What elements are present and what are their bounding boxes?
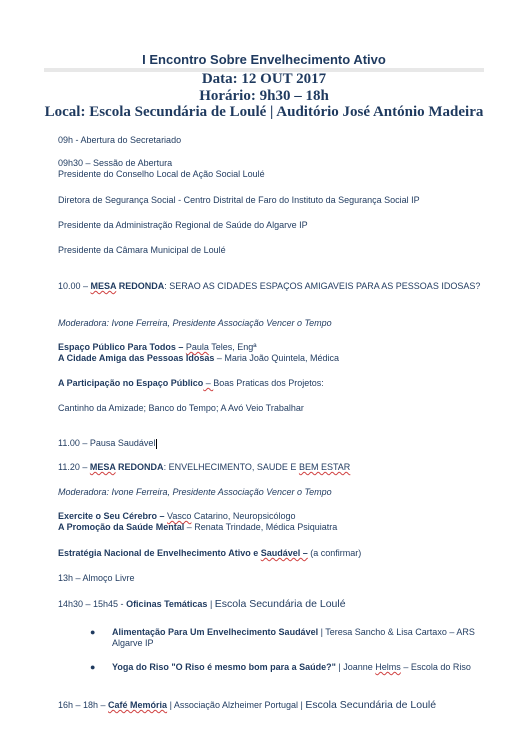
participation-desc: Boas Praticas dos Projetos:: [213, 378, 324, 388]
memory-cafe-title: Café Memória: [108, 700, 168, 710]
roundtable-1-topic: : SERAO AS CIDADES ESPAÇOS AMIGAVEIS PARA AS PESSOAS IDOSAS?: [164, 281, 481, 291]
national-strategy-saudavel: Saudável –: [260, 548, 308, 558]
roundtable-2-bem-estar: BEM ESTAR: [298, 462, 351, 472]
text-cursor: [156, 439, 157, 449]
event-time: Horário: 9h30 – 18h: [199, 88, 329, 104]
program-lunch: 13h – Almoço Livre: [58, 573, 135, 583]
talk-public-space-first-name: Paula: [185, 342, 209, 352]
talk-brain-title: Exercite o Seu Cérebro –: [58, 511, 168, 521]
program-workshops: [58, 599, 488, 610]
program-roundtable-2: [58, 462, 488, 473]
program-national-strategy: [58, 548, 488, 559]
program-line-speaker-mayor: Presidente da Câmara Municipal de Loulé: [58, 245, 226, 255]
workshop-yoga-pre: | Joanne: [335, 662, 376, 672]
talk-brain-first-name: Vasco: [167, 511, 192, 521]
program-talk-brain: [58, 511, 488, 533]
opening-speaker: Presidente do Conselho Local de Ação Social Loulé: [58, 169, 265, 179]
program-projects: Cantinho da Amizade; Banco do Tempo; A Avó Veio Trabalhar: [58, 403, 304, 413]
event-title: I Encontro Sobre Envelhecimento Ativo: [142, 52, 386, 67]
talk-age-friendly-title: A Cidade Amiga das Pessoas Idosas: [58, 353, 215, 363]
workshops-separator: |: [207, 599, 215, 609]
talk-age-friendly-speaker: – Maria João Quintela, Médica: [214, 353, 339, 363]
workshops-venue: Escola Secundária de Loulé: [214, 598, 346, 610]
roundtable-2-redonda: REDONDA: [115, 462, 164, 472]
workshop-yoga-title: Yoga do Riso "O Riso é mesmo bom para a Saúde?": [112, 662, 336, 672]
program-line-secretariat: 09h - Abertura do Secretariado: [58, 135, 182, 145]
national-strategy-note: (a confirmar): [307, 548, 362, 558]
program-line-speaker-social-security: Diretora de Segurança Social - Centro Distrital de Faro do Instituto da Segurança Social IP: [58, 195, 420, 205]
program-moderator-1: Moderadora: Ivone Ferreira, Presidente Associação Vencer o Tempo: [58, 318, 332, 328]
talk-brain-speaker: Catarino, Neuropsicólogo: [191, 511, 296, 521]
workshop-yoga-surname: Helms: [375, 662, 401, 672]
roundtable-2-topic: : ENVELHECIMENTO, SAUDE E: [163, 462, 299, 472]
participation-dash: –: [203, 378, 214, 388]
talk-public-space-speaker: Teles, Engª: [208, 342, 257, 352]
talk-public-space-title: Espaço Público Para Todos –: [58, 342, 186, 352]
program-moderator-2: Moderadora: Ivone Ferreira, Presidente Associação Vencer o Tempo: [58, 487, 332, 497]
talk-mental-health-title: A Promoção da Saúde Mental: [58, 522, 185, 532]
event-date: Data: 12 OUT 2017: [201, 71, 327, 87]
bullet-icon: ●: [90, 627, 96, 637]
memory-cafe-time: 16h – 18h –: [58, 700, 109, 710]
program-talk-public-space: [58, 342, 488, 364]
memory-cafe-venue: Escola Secundária de Loulé: [305, 699, 437, 711]
program-memory-cafe: [58, 700, 488, 711]
roundtable-2-time: 11.20 –: [58, 462, 90, 472]
workshop-yoga-org: – Escola do Riso: [400, 662, 471, 672]
roundtable-2-mesa: MESA: [89, 462, 116, 472]
roundtable-1-mesa: MESA: [90, 281, 117, 291]
workshops-time: 14h30 – 15h45 -: [58, 599, 127, 609]
bullet-icon: ●: [90, 662, 96, 672]
program-break: [58, 438, 488, 449]
opening-session: 09h30 – Sessão de Abertura: [58, 158, 173, 168]
workshop-item-nutrition: [92, 627, 482, 649]
national-strategy-title: Estratégia Nacional de Envelhecimento Ativo e: [58, 548, 261, 558]
workshops-title: Oficinas Temáticas: [126, 599, 208, 609]
roundtable-1-redonda: REDONDA: [116, 281, 165, 291]
program-roundtable-1: [58, 281, 488, 292]
event-location: Local: Escola Secundária de Loulé | Auditório José António Madeira: [44, 104, 484, 120]
participation-title: A Participação no Espaço Público: [58, 378, 204, 388]
workshop-nutrition-title: Alimentação Para Um Envelhecimento Saudável: [112, 627, 319, 637]
program-line-speaker-ars: Presidente da Administração Regional de Saúde do Algarve IP: [58, 220, 308, 230]
talk-mental-health-speaker: – Renata Trindade, Médica Psiquiatra: [184, 522, 338, 532]
program-participation: [58, 378, 488, 389]
workshop-item-laughter-yoga: [92, 662, 482, 673]
roundtable-1-time: 10.00 –: [58, 281, 91, 291]
workshop-nutrition-speakers: | Teresa Sancho & Lisa Cartaxo – ARS Algarve IP: [112, 627, 475, 648]
program-line-opening: [58, 158, 488, 180]
memory-cafe-org: | Associação Alzheimer Portugal |: [167, 700, 306, 710]
break-text: 11.00 – Pausa Saudável: [58, 438, 156, 448]
